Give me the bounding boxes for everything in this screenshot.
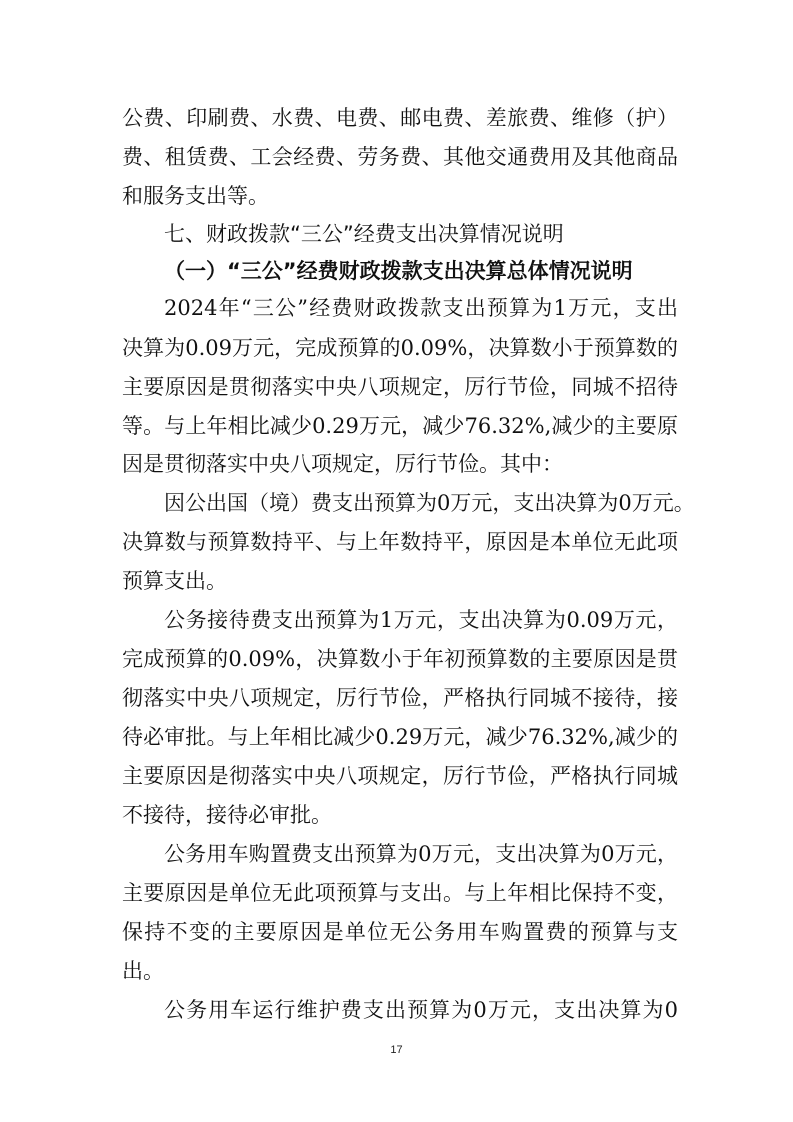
paragraph-line: 公费、印刷费、水费、电费、邮电费、差旅费、维修（护） [122,106,678,130]
paragraph-line: 和服务支出等。 [122,184,269,208]
paragraph-line: 等。与上年相比减少0.29万元，减少76.32%,减少的主要原 [122,414,678,438]
paragraph-line: 决算数与预算数持平、与上年数持平，原因是本单位无此项 [122,530,678,554]
page-number: 17 [390,1044,403,1056]
paragraph-line: 费、租赁费、工会经费、劳务费、其他交通费用及其他商品 [122,145,678,169]
paragraph-line: 主要原因是单位无此项预算与支出。与上年相比保持不变， [122,881,678,905]
paragraph-line: 主要原因是贯彻落实中央八项规定，厉行节俭，同城不招待 [122,375,678,399]
paragraph-line: 公务用车购置费支出预算为0万元，支出决算为0万元， [164,842,678,866]
paragraph-line: 公务用车运行维护费支出预算为0万元，支出决算为0 [164,998,678,1022]
section-heading: 七、财政拨款“三公”经费支出决算情况说明 [164,222,564,246]
paragraph-line: 出。 [122,959,164,983]
paragraph-line: 保持不变的主要原因是单位无公务用车购置费的预算与支 [122,920,678,944]
subsection-heading: （一）“三公”经费财政拨款支出决算总体情况说明 [164,259,633,283]
paragraph-line: 完成预算的0.09%，决算数小于年初预算数的主要原因是贯 [122,647,678,671]
paragraph-line: 彻落实中央八项规定，厉行节俭，严格执行同城不接待，接 [122,686,678,710]
paragraph-line: 决算为0.09万元，完成预算的0.09%，决算数小于预算数的 [122,336,678,360]
paragraph-line: 预算支出。 [122,569,227,593]
paragraph-line: 因公出国（境）费支出预算为0万元，支出决算为0万元。 [164,491,695,515]
paragraph-line: 待必审批。与上年相比减少0.29万元，减少76.32%,减少的 [122,725,678,749]
paragraph-line: 2024年“三公”经费财政拨款支出预算为1万元，支出 [164,296,678,320]
paragraph-line: 公务接待费支出预算为1万元，支出决算为0.09万元， [164,608,678,632]
paragraph-line: 主要原因是彻落实中央八项规定，厉行节俭，严格执行同城 [122,764,678,788]
paragraph-line: 因是贯彻落实中央八项规定，厉行节俭。其中： [122,452,563,476]
paragraph-line: 不接待，接待必审批。 [122,803,332,827]
